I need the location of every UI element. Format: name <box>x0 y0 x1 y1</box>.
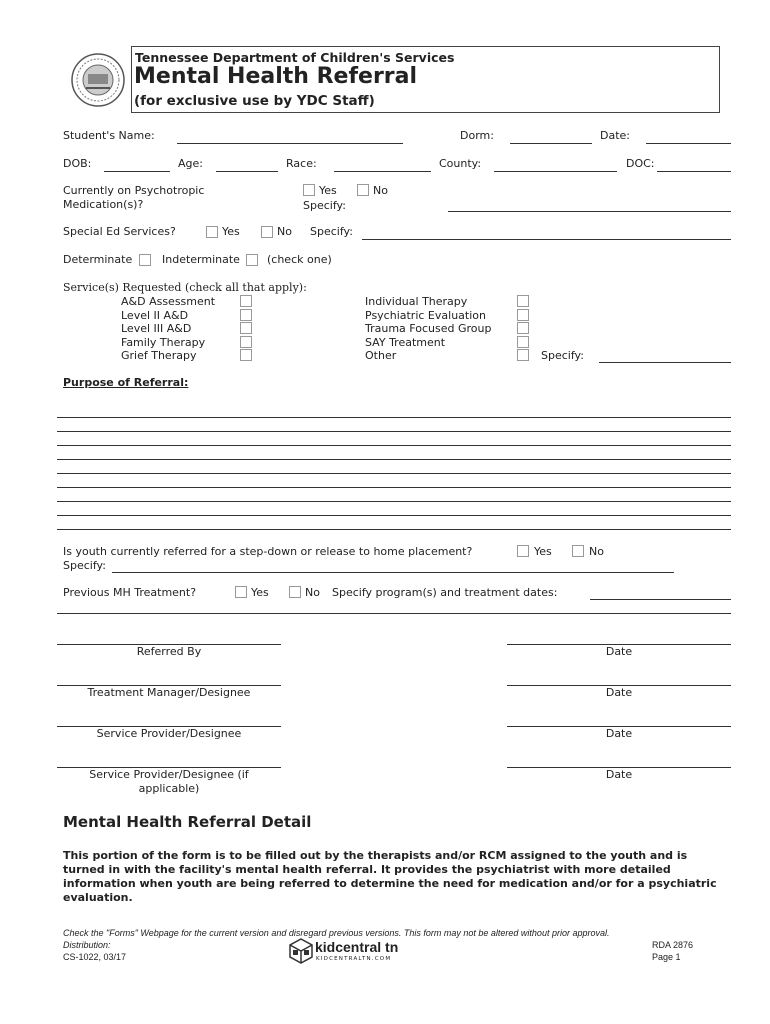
students-name-label: Student's Name: <box>63 129 155 142</box>
purpose-heading: Purpose of Referral: <box>63 376 189 389</box>
service-other-specify-label: Specify: <box>541 349 584 362</box>
stepdown-question: Is youth currently referred for a step-down or release to home placement? <box>63 545 473 558</box>
form-title: Mental Health Referral <box>134 64 418 89</box>
age-field[interactable] <box>216 171 278 172</box>
purpose-line[interactable] <box>57 487 731 488</box>
psychotropic-yes-label: Yes <box>319 184 337 197</box>
form-subtitle: (for exclusive use by YDC Staff) <box>134 93 375 109</box>
previous-mh-yes-label: Yes <box>251 586 269 599</box>
service-level2-ad-label: Level II A&D <box>121 309 189 322</box>
psychotropic-no-checkbox[interactable] <box>357 184 369 196</box>
service-say-treatment-checkbox[interactable] <box>517 336 529 348</box>
detail-title: Mental Health Referral Detail <box>63 813 312 831</box>
detail-body: This portion of the form is to be filled out by the therapists and/or RCM assigned to the youth and is turned in with the facility's mental health referral. It provides the psychiatrist with more detailed information when youth are being referred to determine the need for medication and/or for a psychiatric evaluation. <box>63 849 717 904</box>
dob-label: DOB: <box>63 157 92 170</box>
previous-mh-specify-field[interactable] <box>590 599 731 600</box>
footer-page: Page 1 <box>652 952 681 962</box>
stepdown-yes-label: Yes <box>534 545 552 558</box>
previous-mh-yes-checkbox[interactable] <box>235 586 247 598</box>
service-psychiatric-evaluation-label: Psychiatric Evaluation <box>365 309 486 322</box>
stepdown-yes-checkbox[interactable] <box>517 545 529 557</box>
purpose-line[interactable] <box>57 417 731 418</box>
purpose-line[interactable] <box>57 501 731 502</box>
indeterminate-checkbox[interactable] <box>246 254 258 266</box>
psychotropic-specify-field[interactable] <box>448 211 731 212</box>
previous-mh-no-label: No <box>305 586 320 599</box>
referred-by-label: Referred By <box>136 645 202 658</box>
special-ed-specify-field[interactable] <box>362 239 731 240</box>
previous-mh-question: Previous MH Treatment? <box>63 586 197 599</box>
purpose-line[interactable] <box>57 529 731 530</box>
service-other-label: Other <box>365 349 397 362</box>
indeterminate-label: Indeterminate <box>162 253 240 266</box>
service-ad-assessment-label: A&D Assessment <box>121 295 216 308</box>
stepdown-no-checkbox[interactable] <box>572 545 584 557</box>
purpose-line[interactable] <box>57 431 731 432</box>
service-level2-ad-checkbox[interactable] <box>240 309 252 321</box>
kidcentral-logo-subtext: KIDCENTRALTN.COM <box>316 956 392 962</box>
treatment-manager-date-label: Date <box>605 686 633 699</box>
special-ed-yes-checkbox[interactable] <box>206 226 218 238</box>
department-name: Tennessee Department of Children's Services <box>135 50 455 65</box>
state-seal-icon <box>70 52 126 108</box>
psychotropic-label-2: Medication(s)? <box>63 198 144 211</box>
doc-field[interactable] <box>657 171 731 172</box>
special-ed-specify-label: Specify: <box>310 225 353 238</box>
service-provider-2-label: Service Provider/Designee (if applicable) <box>89 768 249 795</box>
stepdown-specify-field[interactable] <box>112 572 674 573</box>
dob-field[interactable] <box>104 171 170 172</box>
stepdown-specify-label: Specify: <box>63 559 106 572</box>
purpose-line[interactable] <box>57 515 731 516</box>
purpose-line[interactable] <box>57 459 731 460</box>
purpose-line[interactable] <box>57 445 731 446</box>
psychotropic-yes-checkbox[interactable] <box>303 184 315 196</box>
services-heading: Service(s) Requested (check all that apply): <box>63 281 307 294</box>
age-label: Age: <box>178 157 203 170</box>
service-provider-date-label: Date <box>605 727 633 740</box>
footer-note: Check the "Forms" Webpage for the current version and disregard previous versions. This form may not be altered without prior approval. <box>63 928 610 938</box>
service-family-therapy-label: Family Therapy <box>121 336 206 349</box>
previous-mh-no-checkbox[interactable] <box>289 586 301 598</box>
previous-mh-specify-label: Specify program(s) and treatment dates: <box>332 586 558 599</box>
service-level3-ad-label: Level III A&D <box>121 322 192 335</box>
psychotropic-specify-label: Specify: <box>303 199 346 212</box>
special-ed-label: Special Ed Services? <box>63 225 176 238</box>
footer-distribution: Distribution: <box>63 940 111 950</box>
service-trauma-group-checkbox[interactable] <box>517 322 529 334</box>
previous-mh-line[interactable] <box>57 613 731 614</box>
race-field[interactable] <box>334 171 431 172</box>
stepdown-no-label: No <box>589 545 604 558</box>
service-grief-therapy-label: Grief Therapy <box>121 349 197 362</box>
service-provider-2-date-label: Date <box>605 768 633 781</box>
footer-form-number: CS-1022, 03/17 <box>63 952 127 962</box>
purpose-line[interactable] <box>57 473 731 474</box>
service-ad-assessment-checkbox[interactable] <box>240 295 252 307</box>
service-say-treatment-label: SAY Treatment <box>365 336 446 349</box>
date-label: Date: <box>600 129 630 142</box>
date-field[interactable] <box>646 143 731 144</box>
determinate-label: Determinate <box>63 253 133 266</box>
county-field[interactable] <box>494 171 617 172</box>
psychotropic-no-label: No <box>373 184 388 197</box>
service-other-checkbox[interactable] <box>517 349 529 361</box>
footer-rda: RDA 2876 <box>652 940 694 950</box>
treatment-manager-label: Treatment Manager/Designee <box>87 686 251 699</box>
dorm-label: Dorm: <box>460 129 494 142</box>
dorm-field[interactable] <box>510 143 592 144</box>
doc-label: DOC: <box>626 157 655 170</box>
referred-by-date-label: Date <box>605 645 633 658</box>
students-name-field[interactable] <box>177 143 403 144</box>
service-level3-ad-checkbox[interactable] <box>240 322 252 334</box>
psychotropic-label-1: Currently on Psychotropic <box>63 184 205 197</box>
special-ed-no-label: No <box>277 225 292 238</box>
service-individual-therapy-checkbox[interactable] <box>517 295 529 307</box>
service-other-specify-field[interactable] <box>599 362 731 363</box>
race-label: Race: <box>286 157 317 170</box>
check-one-label: (check one) <box>267 253 332 266</box>
special-ed-no-checkbox[interactable] <box>261 226 273 238</box>
service-family-therapy-checkbox[interactable] <box>240 336 252 348</box>
determinate-checkbox[interactable] <box>139 254 151 266</box>
county-label: County: <box>439 157 482 170</box>
service-grief-therapy-checkbox[interactable] <box>240 349 252 361</box>
service-psychiatric-evaluation-checkbox[interactable] <box>517 309 529 321</box>
kidcentral-logo-text: kidcentral tn <box>315 939 399 955</box>
service-individual-therapy-label: Individual Therapy <box>365 295 468 308</box>
special-ed-yes-label: Yes <box>222 225 240 238</box>
service-trauma-group-label: Trauma Focused Group <box>365 322 492 335</box>
service-provider-label: Service Provider/Designee <box>96 727 242 740</box>
kidcentral-logo-icon <box>289 938 313 964</box>
